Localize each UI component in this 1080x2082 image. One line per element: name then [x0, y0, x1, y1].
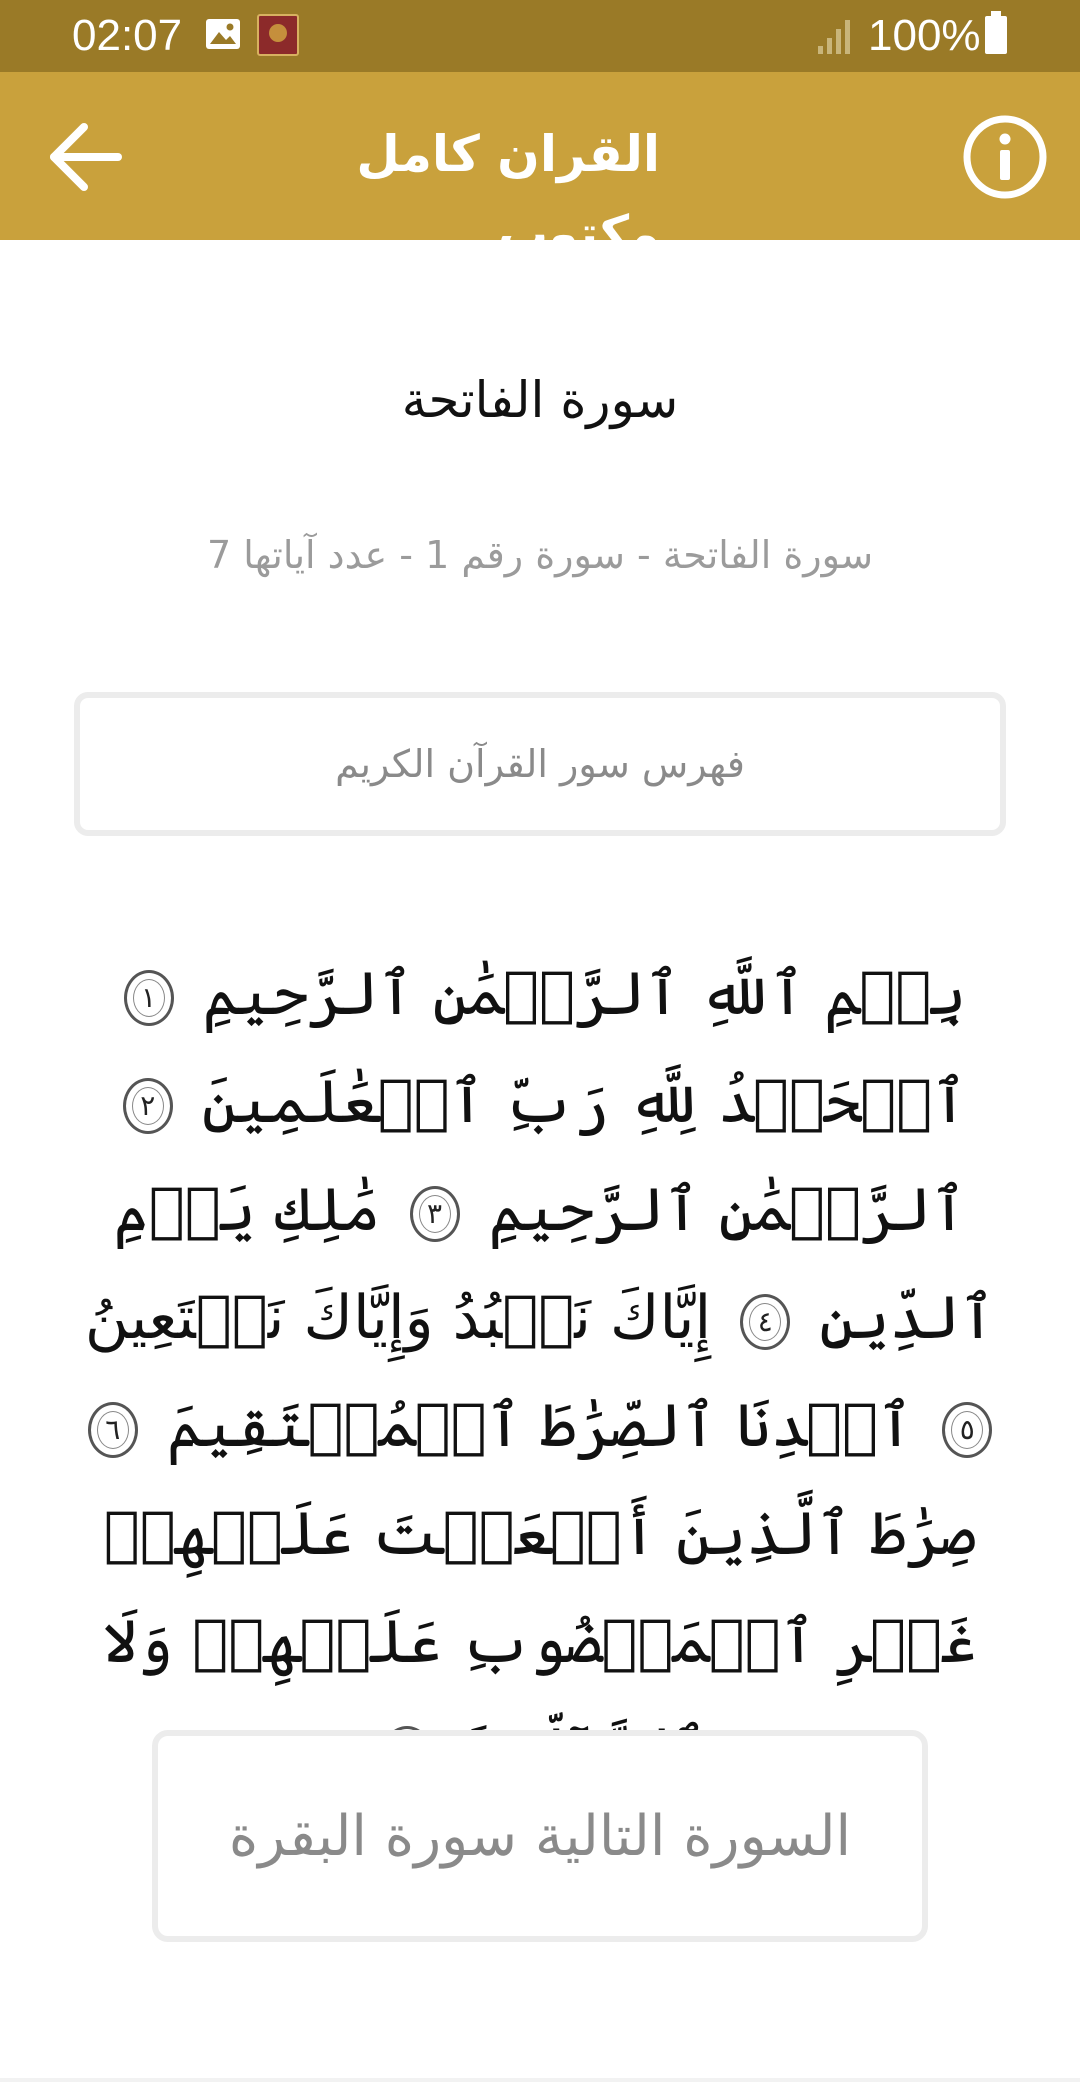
verse-number-marker: ٥	[942, 1402, 992, 1458]
battery-icon	[985, 16, 1007, 54]
next-surah-button[interactable]	[152, 1730, 928, 1942]
info-button[interactable]	[960, 112, 1050, 202]
surah-index-label: فهرس سور القرآن الكريم	[335, 742, 745, 786]
info-icon	[960, 112, 1050, 202]
signal-icon	[818, 18, 852, 54]
surah-title: سورة الفاتحة	[401, 371, 679, 429]
app-title: القران كامل مكتوب	[356, 125, 660, 263]
verse-number-marker: ٣	[410, 1186, 460, 1242]
app-bar	[0, 72, 1080, 263]
back-button[interactable]	[40, 112, 130, 202]
status-bar	[0, 0, 1080, 72]
status-time: 02:07	[72, 11, 183, 60]
verse-number-marker: ٢	[123, 1078, 173, 1134]
image-icon	[205, 18, 241, 50]
verse-number-marker: ٦	[88, 1402, 138, 1458]
verses-text	[70, 940, 1010, 1804]
verse-text: ٱلۡحَمۡدُ لِلَّهِ رَبِّ ٱلۡعَٰلَمِينَ	[201, 1067, 968, 1137]
verse-number-marker: ٤	[740, 1294, 790, 1350]
verse-number-marker: ١	[124, 970, 174, 1026]
bottom-divider	[0, 2078, 1080, 2082]
verse-text: إِيَّاكَ نَعۡبُدُ وَإِيَّاكَ نَسۡتَعِينُ	[84, 1283, 712, 1353]
verse-text: بِسۡمِ ٱللَّهِ ٱلرَّحۡمَٰنِ ٱلرَّحِيمِ	[202, 959, 967, 1029]
verse-text: ٱهۡدِنَا ٱلصِّرَٰطَ ٱلۡمُسۡتَقِيمَ	[166, 1391, 914, 1461]
verse-text: مَٰلِكِ يَوۡمِ ٱلدِّينِ	[113, 1175, 996, 1353]
surah-index-button[interactable]	[74, 692, 1006, 836]
verse-text: ٱلرَّحۡمَٰنِ ٱلرَّحِيمِ	[488, 1175, 967, 1245]
verse-text: صِرَٰطَ ٱلَّذِينَ أَنۡعَمۡتَ عَلَيۡهِمۡ غَيۡرِ ٱلۡمَغۡضُوبِ عَلَيۡهِمۡ وَلَا	[102, 1499, 978, 1677]
back-arrow-icon	[40, 112, 130, 202]
next-surah-label: السورة التالية سورة البقرة	[228, 1803, 852, 1869]
surah-subtitle: سورة الفاتحة - سورة رقم 1 - عدد آياتها 7	[206, 533, 874, 577]
battery-percentage: 100%	[868, 11, 981, 60]
app-icon	[257, 14, 299, 56]
